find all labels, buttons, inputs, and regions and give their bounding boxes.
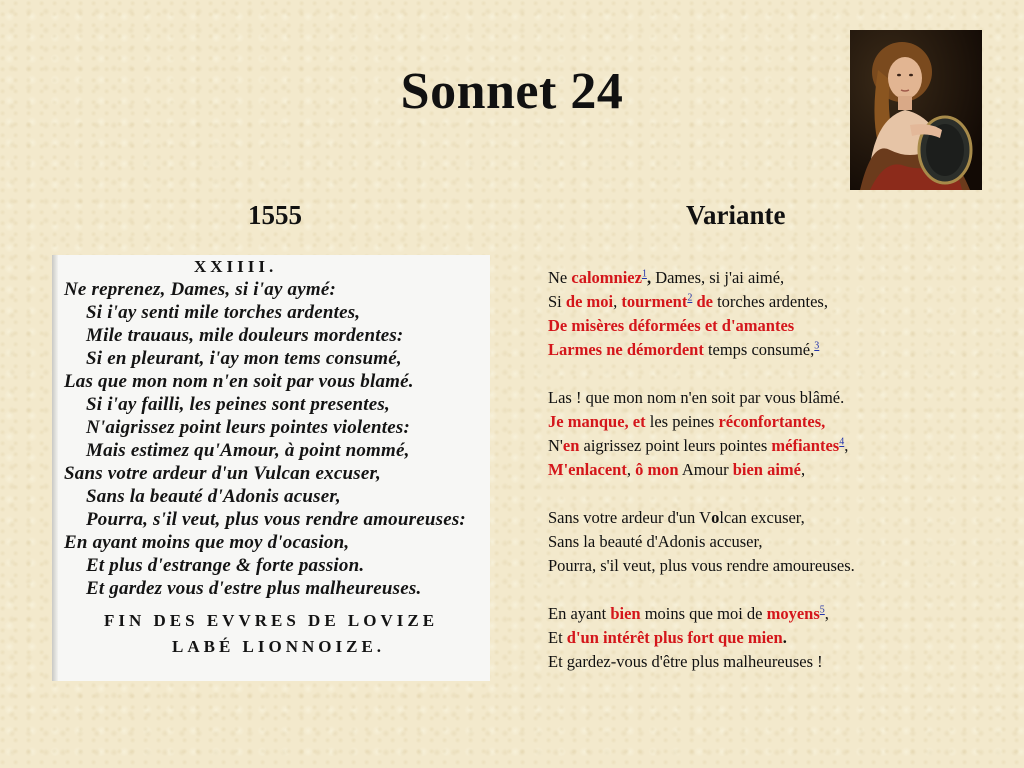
poem-line-14 xyxy=(548,650,1008,674)
slide-title: Sonnet 24 xyxy=(400,63,624,120)
poem-line-1 xyxy=(548,266,1008,290)
poem-line-6 xyxy=(548,410,1008,434)
scanned-sonnet-image xyxy=(52,255,490,681)
scan-colophon-line: LABÉ LIONNOIZE. xyxy=(172,637,386,656)
scan-line: Et gardez vous d'estre plus malheureuses. xyxy=(86,578,422,599)
scan-line: Mais estimez qu'Amour, à point nommé, xyxy=(86,440,410,461)
column-heading-1555: 1555 xyxy=(248,200,302,230)
scan-line: Si i'ay senti mile torches ardentes, xyxy=(86,302,361,323)
footnote-link-2[interactable]: 2 xyxy=(687,292,693,304)
highlight-span: moyens xyxy=(766,604,820,623)
highlight-span: bien aimé xyxy=(732,460,801,479)
scan-line: Et plus d'estrange & forte passion. xyxy=(86,555,365,576)
poem-line-9 xyxy=(548,506,1008,530)
highlight-span: de moi xyxy=(565,292,614,311)
text-span: Et gardez-vous d'être plus malheureuses ! xyxy=(548,652,823,671)
text-span: moins que moi de xyxy=(640,604,767,623)
highlight-span: , xyxy=(821,412,826,431)
text-span: , xyxy=(801,460,806,479)
text-span: , xyxy=(844,436,849,455)
poem-line-3 xyxy=(548,314,1008,338)
text-span: En ayant xyxy=(548,604,611,623)
highlight-span: Larmes ne démordent xyxy=(548,340,704,359)
scan-page-edge xyxy=(52,255,58,681)
highlight-span: tourment xyxy=(621,292,688,311)
stanza-break xyxy=(548,362,1008,386)
poem-line-5 xyxy=(548,386,1008,410)
scan-line: Si en pleurant, i'ay mon tems consumé, xyxy=(86,348,402,369)
highlight-span: Je manque, et xyxy=(548,412,646,431)
text-span: , xyxy=(626,460,636,479)
poem-line-4 xyxy=(548,338,1008,362)
text-span: Las ! que mon nom n'en soit par vous blâmé. xyxy=(548,388,845,407)
highlight-span: bien xyxy=(610,604,641,623)
highlight-span: en xyxy=(562,436,580,455)
scan-line: N'aigrissez point leurs pointes violentes: xyxy=(86,417,411,438)
poem-line-8 xyxy=(548,458,1008,482)
stanza-break xyxy=(548,578,1008,602)
scan-line: Sans la beauté d'Adonis acuser, xyxy=(86,486,341,507)
bold-span: . xyxy=(782,628,787,647)
footnote-link-1[interactable]: 1 xyxy=(641,268,647,280)
variant-poem xyxy=(548,266,1008,674)
text-span: torches ardentes, xyxy=(712,292,828,311)
poem-line-2 xyxy=(548,290,1008,314)
highlight-span: De misères déformées et d'amantes xyxy=(548,316,795,335)
poem-line-13 xyxy=(548,626,1008,650)
text-span: , xyxy=(824,604,829,623)
text-span: Sans votre ardeur d'un V xyxy=(548,508,712,527)
text-span: , xyxy=(613,292,622,311)
highlight-span: méfiantes xyxy=(771,436,840,455)
column-heading-variante: Variante xyxy=(686,200,786,230)
scan-line: Mile trauaus, mile douleurs mordentes: xyxy=(86,325,404,346)
portrait-painting xyxy=(850,30,982,190)
text-span: Amour xyxy=(678,460,733,479)
highlight-span: réconfortantes xyxy=(718,412,822,431)
footnote-link-5[interactable]: 5 xyxy=(819,604,825,616)
highlight-span: calomniez xyxy=(571,268,642,287)
poem-line-11 xyxy=(548,554,1008,578)
text-span: temps consumé, xyxy=(703,340,815,359)
text-span: , xyxy=(646,268,652,287)
text-span: Pourra, s'il veut, plus vous rendre amoureuses. xyxy=(548,556,855,575)
text-span: Et xyxy=(548,628,567,647)
text-span: Dames, si j'ai aimé, xyxy=(651,268,785,287)
poem-line-10 xyxy=(548,530,1008,554)
text-span: Ne xyxy=(548,268,572,287)
scan-colophon-line: FIN DES EVVRES DE LOVIZE xyxy=(104,611,439,630)
highlight-span: de xyxy=(696,292,713,311)
text-span: les peines xyxy=(645,412,719,431)
scan-line: Sans votre ardeur d'un Vulcan excuser, xyxy=(64,463,381,484)
stanza-break xyxy=(548,482,1008,506)
scan-line-numeral: XXIIII. xyxy=(194,257,278,276)
poem-line-12 xyxy=(548,602,1008,626)
text-span: Si xyxy=(548,292,566,311)
text-span: lcan excuser, xyxy=(719,508,805,527)
highlight-span: ô mon xyxy=(635,460,679,479)
text-span: aigrissez point leurs pointes xyxy=(579,436,772,455)
portrait-image xyxy=(850,30,982,190)
scan-line: En ayant moins que moy d'ocasion, xyxy=(64,532,350,553)
scan-line: Ne reprenez, Dames, si i'ay aymé: xyxy=(64,279,337,300)
text-span: N' xyxy=(548,436,563,455)
text-span: Sans la beauté d'Adonis accuser, xyxy=(548,532,763,551)
highlight-span: d'un intérêt plus fort que mien xyxy=(566,628,783,647)
bold-span: o xyxy=(711,508,720,527)
scan-line: Pourra, s'il veut, plus vous rendre amoureuses: xyxy=(86,509,466,530)
footnote-link-3[interactable]: 3 xyxy=(814,340,820,352)
footnote-link-4[interactable]: 4 xyxy=(839,436,845,448)
poem-line-7 xyxy=(548,434,1008,458)
highlight-span: M'enlacent xyxy=(548,460,627,479)
scan-line: Las que mon nom n'en soit par vous blamé. xyxy=(64,371,414,392)
scan-line: Si i'ay failli, les peines sont presentes, xyxy=(86,394,390,415)
